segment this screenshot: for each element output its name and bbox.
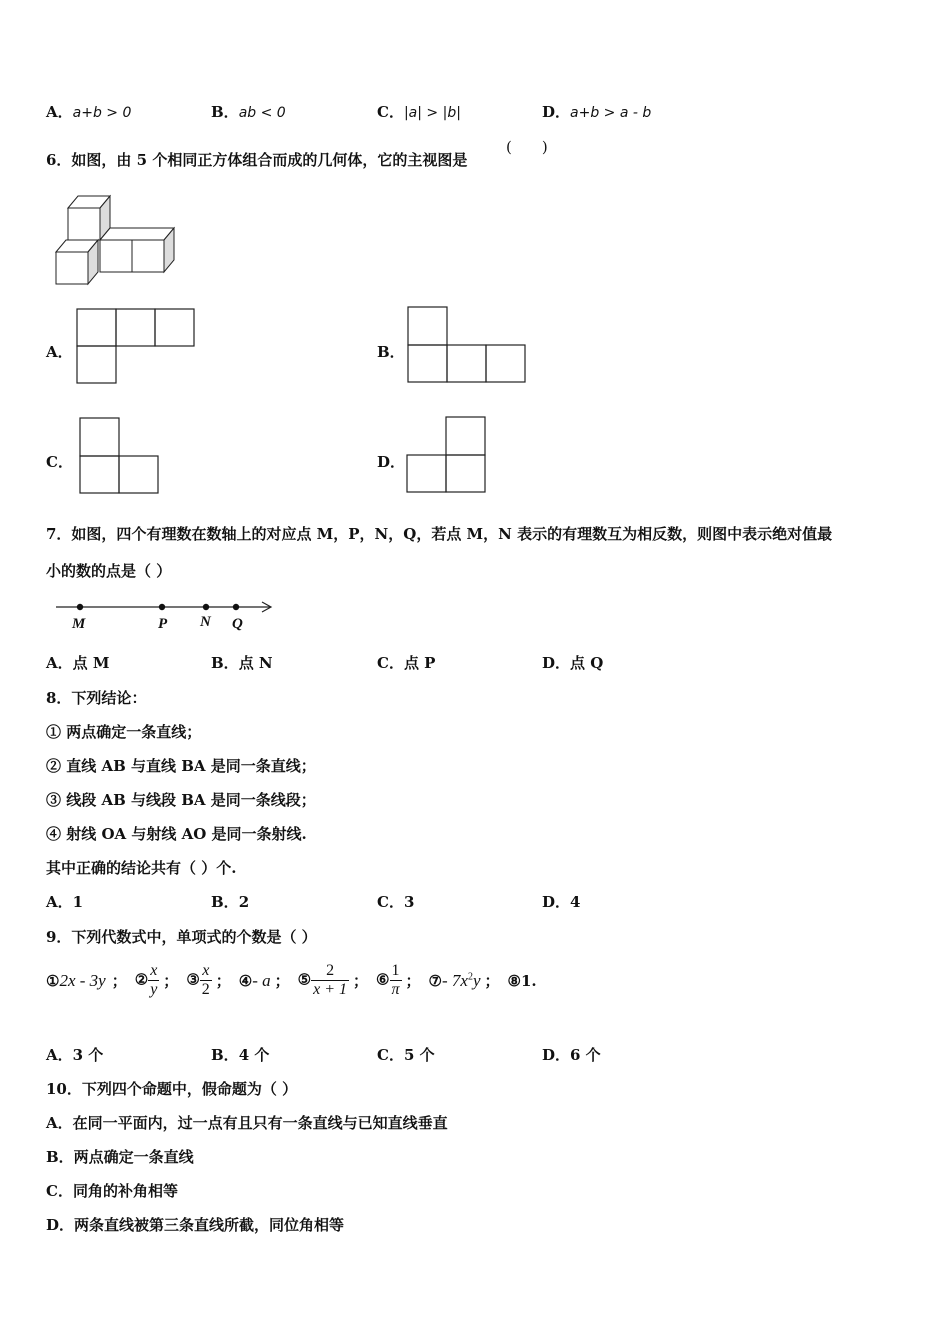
- point-n: [203, 604, 209, 610]
- q8-option-a: A．1: [46, 893, 84, 911]
- option-letter: C．: [377, 103, 404, 121]
- q9-item-4: ④- a: [238, 970, 271, 990]
- q9-item-5: ⑤ $\frac{2}{x + 1}$: [297, 962, 348, 998]
- q7-stem-line2: 小的数的点是（ ）: [46, 562, 172, 580]
- q6-option-a-letter: A．: [46, 343, 73, 361]
- q5-option-c: [377, 101, 461, 122]
- q9-option-c: C．5 个: [377, 1046, 435, 1064]
- option-letter: B．: [211, 103, 239, 121]
- q9-option-a: A．3 个: [46, 1046, 104, 1064]
- q10-option-b: B．两点确定一条直线: [46, 1148, 194, 1166]
- q9-stem: 9．下列代数式中，单项式的个数是（ ）: [46, 928, 317, 946]
- point-m: [77, 604, 83, 610]
- q7-stem-line1: 7．如图，四个有理数在数轴上的对应点 M，P，N，Q，若点 M，N 表示的有理数互为相反数，则图中表示绝对值最: [46, 525, 833, 543]
- q9-item-7: ⑦- $7x^2y$: [428, 970, 481, 990]
- q8-option-c: C．3: [377, 893, 415, 911]
- q7-option-d: D．点 Q: [542, 654, 604, 672]
- option-expr: a+b > 0: [72, 105, 132, 121]
- option-expr: ab < 0: [238, 105, 286, 121]
- q6-cube-figure: [52, 192, 177, 287]
- q7-option-c: C．点 P: [377, 654, 436, 672]
- option-expr: a+b > a - b: [570, 105, 652, 121]
- q8-option-d: D．4: [542, 893, 581, 911]
- q5-option-a: [46, 101, 131, 122]
- q6-option-c-view: [79, 417, 161, 495]
- q9-item-3: ③ $\frac{x}{2}$: [186, 962, 210, 998]
- separator: ；: [405, 972, 421, 990]
- q9-item-2: ② $\frac{x}{y}$: [134, 962, 158, 998]
- q8-stem: 8．下列结论：: [46, 689, 147, 707]
- q8-statement-3: ③ 线段 AB 与线段 BA 是同一条线段；: [46, 791, 316, 809]
- q9-expressions: [46, 962, 537, 999]
- q8-statement-4: ④ 射线 OA 与射线 AO 是同一条射线.: [46, 825, 307, 843]
- option-letter: D．: [542, 103, 571, 121]
- label-n: N: [200, 614, 211, 630]
- separator: ；: [274, 972, 290, 990]
- q5-option-b: [211, 101, 286, 122]
- separator: ；: [484, 972, 500, 990]
- option-letter: A．: [46, 103, 73, 121]
- q6-option-a-view: [76, 308, 196, 386]
- q7-number-line: [54, 597, 276, 635]
- label-p: P: [158, 616, 168, 632]
- q7-option-a: A．点 M: [46, 654, 110, 672]
- q6-option-d-view: [406, 416, 488, 494]
- label-q: Q: [232, 616, 243, 632]
- q10-option-d: D．两条直线被第三条直线所截，同位角相等: [46, 1216, 345, 1234]
- q8-statement-2: ② 直线 AB 与直线 BA 是同一条直线；: [46, 757, 316, 775]
- q8-question: 其中正确的结论共有（ ）个.: [46, 859, 237, 877]
- q9-option-b: B．4 个: [211, 1046, 270, 1064]
- separator: ；: [111, 972, 127, 990]
- point-p: [159, 604, 165, 610]
- q9-item-1: ①2x - 3y: [46, 970, 106, 990]
- separator: ；: [215, 972, 231, 990]
- separator: ；: [353, 972, 369, 990]
- q6-answer-paren: ( ): [506, 138, 548, 156]
- q8-statement-1: ① 两点确定一条直线；: [46, 723, 202, 741]
- q6-option-c-letter: C．: [46, 453, 73, 471]
- q8-option-b: B．2: [211, 893, 250, 911]
- q10-option-c: C．同角的补角相等: [46, 1182, 178, 1200]
- separator: ；: [163, 972, 179, 990]
- q6-option-b-letter: B．: [377, 343, 405, 361]
- q6-option-d-letter: D．: [377, 453, 406, 471]
- q10-option-a: A．在同一平面内，过一点有且只有一条直线与已知直线垂直: [46, 1114, 448, 1132]
- q6-option-b-view: [407, 306, 527, 384]
- q9-item-6: ⑥ $\frac{1}{\pi}$: [376, 962, 400, 998]
- label-m: M: [72, 616, 86, 632]
- point-q: [233, 604, 239, 610]
- q9-item-8: ⑧1.: [507, 971, 537, 990]
- q6-stem: 6．如图，由 5 个相同正方体组合而成的几何体，它的主视图是: [46, 151, 468, 169]
- q7-option-b: B．点 N: [211, 654, 273, 672]
- q9-option-d: D．6 个: [542, 1046, 601, 1064]
- option-expr: |a| > |b|: [403, 105, 461, 121]
- q10-stem: 10．下列四个命题中，假命题为（ ）: [46, 1080, 298, 1098]
- q5-option-d: [542, 101, 651, 122]
